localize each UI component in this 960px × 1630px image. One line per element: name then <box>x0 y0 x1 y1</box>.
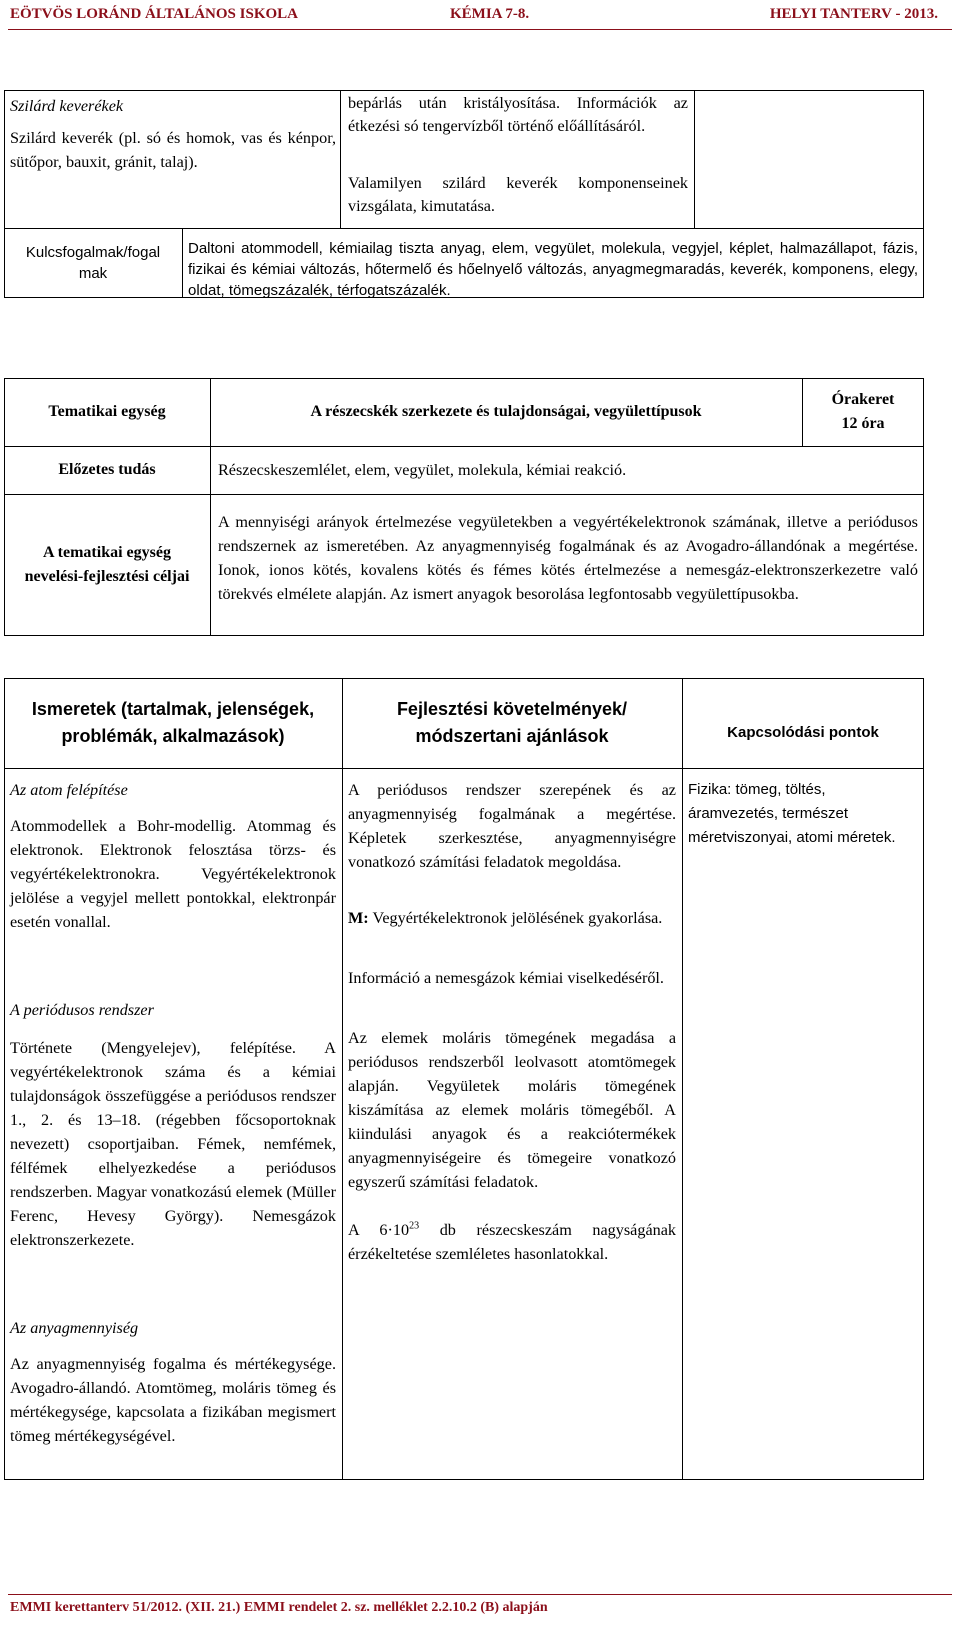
mixtures-text: Szilárd keverék (pl. só és homok, vas és kénpor, sütőpor, bauxit, gránit, talaj). <box>10 129 336 171</box>
dev-text-4: Az elemek moláris tömegének megadása a periódusos rendszerből leolvasott atomtömegek alapján. Vegyületek moláris tömegének kiszámítása az elemek moláris tömegéből. A kiindulási anyagok és a reakciótermékek anyagmennyiségeire és tömegeire vonatkozó egyszerű számítási feladatok. <box>348 1029 676 1191</box>
periodic-table-title: A periódusos rendszer <box>10 1001 154 1019</box>
keywords-text: Daltoni atommodell, kémiailag tiszta anyag, elem, vegyület, molekula, vegyjel, képlet, halmazállapot, fázis, fizikai és kémiai változás, hőtermelő és hőelnyelő változás, anyagmegmaradás, keverék, komponens, elegy, oldat, tömegszázalék, térfogatszázalék. <box>188 240 918 299</box>
header-rule <box>8 29 952 30</box>
unit-label: Tematikai egység <box>48 403 166 420</box>
dev-text-1: A periódusos rendszer szerepének és az anyagmennyiség fogalmának a megértése. Képletek szerkesztése, anyagmennyiségre vonatkozó számítási feladatok megoldása. <box>348 781 676 871</box>
table-content-header-rule <box>4 768 924 769</box>
keywords-label: Kulcsfogalmak/fogalmak <box>25 244 161 282</box>
goals-label: A tematikai egység nevelési-fejlesztési céljai <box>24 544 190 585</box>
dev-text-5: A $6\cdot 10^{23}$ db részecskeszám nagyságának érzékeltetése szemléletes hasonlatokkal. <box>348 1220 677 1263</box>
page-header <box>0 6 960 28</box>
atom-structure-text: Atommodellek a Bohr-modellig. Atommag és elektronok. Elektronok felosztása törzs- és vegyértékelektronokra. Vegyértékelektronok jelölése a vegyjel mellett pontokkal, elektronpár esetén vonallal. <box>10 817 336 931</box>
dev-text-3: Információ a nemesgázok kémiai viselkedéséről. <box>348 969 664 987</box>
prior-label: Előzetes tudás <box>58 461 156 478</box>
periodic-table-text: Története (Mengyelejev), felépítése. A vegyértékelektronok száma és a kémiai tulajdonságok összefüggése a periódusos rendszer 1., 2. és 13–18. (régebben főcsoportoknak nevezett) csoportjaiban. Fémek, nemfémek, félfémek elhelyezkedése a periódusos rendszerben. Magyar vonatkozású elemek (Müller Ferenc, Hevesy György). Nemesgázok elektronszerkezete. <box>10 1039 336 1249</box>
atom-structure-title: Az atom felépítése <box>10 781 128 799</box>
table-top-divider <box>340 90 341 228</box>
mixtures-title: Szilárd keverékek <box>10 97 124 115</box>
subject-name: KÉMIA 7-8. <box>450 6 530 22</box>
hours-cell <box>802 378 924 446</box>
col1-header: Ismeretek (tartalmak, jelenségek, problémák, alkalmazások) <box>31 699 315 746</box>
prior-text: Részecskeszemlélet, elem, vegyület, molekula, kémiai reakció. <box>218 461 627 479</box>
hours-label: Órakeret <box>831 391 895 408</box>
component-text: Valamilyen szilárd keverék komponenseinek vizsgálata, kimutatása. <box>348 174 688 215</box>
goals-text: A mennyiségi arányok értelmezése vegyületekben a vegyértékelektronok számának, illetve a periódusos rendszernek az ismeretében. Az anyagmennyiség fogalmának és az Avogadro-állandónak a megértése. Ionok, ionos kötés, kovalens kötés és fémes kötés értelmezése a nemesgáz-elektronszerkezetre való törekvés elmélete alapján. Az ismert anyagok besorolása legfontosabb vegyülettípusokba. <box>218 513 918 603</box>
method-marker: M: <box>348 909 369 927</box>
connections-text: Fizika: tömeg, töltés, áramvezetés, természet méretviszonyai, atomi méretek. <box>688 781 896 846</box>
exponent: 23 <box>409 1220 420 1232</box>
dev-text-2: M: Vegyértékelektronok jelölésének gyakorlása. <box>348 909 663 927</box>
footer-rule <box>8 1594 952 1595</box>
evaporation-text: bepárlás után kristályosítása. Információk az étkezési só tengervízből történő előállításáról. <box>348 94 688 135</box>
amount-text: Az anyagmennyiség fogalma és mértékegysége. Avogadro-állandó. Atomtömeg, moláris tömeg és mértékegysége, kapcsolata a fizikában megismert tömeg mértékegységével. <box>10 1355 336 1445</box>
table-top-divider-2 <box>694 90 695 228</box>
table-top-keywords-divider <box>182 228 183 298</box>
curriculum-name: HELYI TANTERV - 2013. <box>769 6 938 22</box>
col2-header: Fejlesztési követelmények/ módszertani ajánlások <box>396 699 628 746</box>
hours-value: 12 óra <box>841 415 885 432</box>
amount-title: Az anyagmennyiség <box>10 1319 139 1337</box>
footer-text: EMMI kerettanterv 51/2012. (XII. 21.) EMMI rendelet 2. sz. melléklet 2.2.10.2 (B) alapján <box>10 1600 548 1615</box>
col3-header: Kapcsolódási pontok <box>727 724 879 741</box>
table-content-divider-2 <box>682 678 683 1480</box>
table-content-divider-1 <box>342 678 343 1480</box>
school-name: EÖTVÖS LORÁND ÁLTALÁNOS ISKOLA <box>10 6 298 22</box>
unit-title: A részecskék szerkezete és tulajdonságai, vegyülettípusok <box>310 403 702 420</box>
